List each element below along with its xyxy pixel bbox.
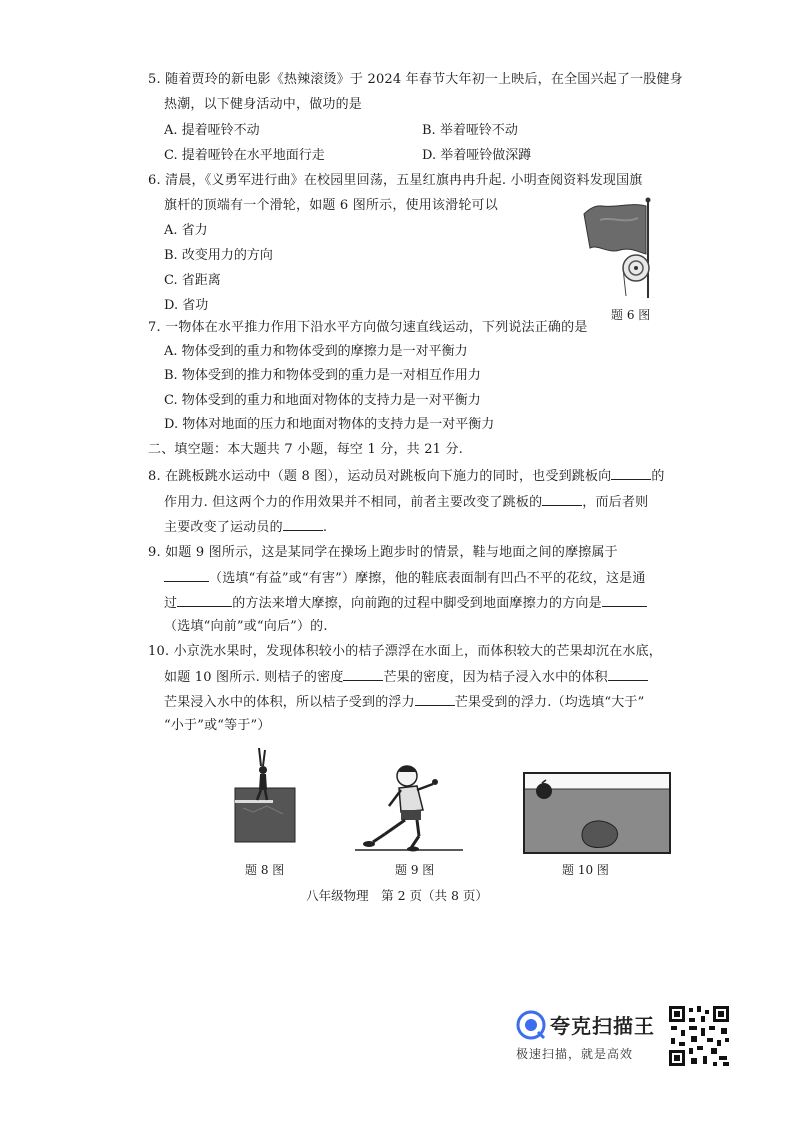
figure-8-caption: 题 8 图 (245, 863, 285, 877)
q10-blank-3[interactable] (415, 693, 455, 706)
section-2-heading: 二、填空题：本大题共 7 小题，每空 1 分，共 21 分. (148, 442, 464, 457)
q8-line3-text: 主要改变了运动员的 (164, 520, 283, 535)
figure-6-flag-pulley (580, 196, 660, 300)
q8-line1-end: 的 (651, 469, 665, 484)
q8-line3 (164, 518, 327, 537)
quark-logo-icon (516, 1010, 546, 1040)
q8-blank-2[interactable] (542, 493, 582, 506)
q9-line3-start: 过 (164, 596, 178, 611)
q8-line1 (148, 467, 665, 486)
q8-line2 (164, 493, 648, 512)
q5-option-c: C. 提着哑铃在水平地面行走 (164, 148, 325, 163)
q10-line4: “小于”或“等于”） (164, 718, 271, 733)
figure-9-caption: 题 9 图 (395, 863, 435, 877)
q5-stem-line1: 5. 随着贾玲的新电影《热辣滚烫》于 2024 年春节大年初一上映后，在全国兴起了一股健身 (148, 72, 683, 87)
q6-option-a: A. 省力 (164, 223, 208, 238)
q8-line2-end: ，而后者则 (582, 495, 649, 510)
q8-blank-3[interactable] (283, 518, 323, 531)
figure-9-runner (355, 762, 465, 852)
q10-line3-end: 芒果受到的浮力.（均选填“大于” (454, 695, 645, 710)
q7-option-d: D. 物体对地面的压力和地面对物体的支持力是一对平衡力 (164, 417, 495, 432)
watermark-title: 夸克扫描王 (550, 1014, 655, 1038)
q5-option-a: A. 提着哑铃不动 (164, 123, 260, 138)
q9-line2 (164, 569, 646, 588)
q10-line3 (164, 693, 644, 712)
q7-option-c: C. 物体受到的重力和地面对物体的支持力是一对平衡力 (164, 393, 481, 408)
q9-blank-3[interactable] (602, 594, 647, 607)
q9-line4: （选填“向前”或“向后”）的. (164, 619, 328, 634)
qr-code-icon (667, 1004, 731, 1068)
q10-line1: 10. 小京洗水果时，发现体积较小的桔子漂浮在水面上，而体积较大的芒果却沉在水底， (148, 644, 663, 659)
q9-blank-2[interactable] (177, 594, 232, 607)
q7-stem: 7. 一物体在水平推力作用下沿水平方向做匀速直线运动，下列说法正确的是 (148, 320, 588, 335)
q9-blank-1[interactable] (164, 569, 209, 582)
q6-option-b: B. 改变用力的方向 (164, 248, 273, 263)
q10-line2-mid: 芒果的密度，因为桔子浸入水中的体积 (383, 670, 608, 685)
q5-stem-line2: 热潮，以下健身活动中，做功的是 (164, 97, 363, 112)
figure-6-caption: 题 6 图 (611, 308, 651, 322)
q10-line2-text: 如题 10 图所示. 则桔子的密度 (164, 670, 344, 685)
q10-line3-text: 芒果浸入水中的体积，所以桔子受到的浮力 (164, 695, 415, 710)
q10-blank-1[interactable] (343, 668, 383, 681)
q5-option-b: B. 举着哑铃不动 (422, 123, 518, 138)
figure-8-diver-springboard (233, 748, 297, 844)
q10-blank-2[interactable] (608, 668, 648, 681)
q5-option-d: D. 举着哑铃做深蹲 (422, 148, 532, 163)
q6-option-c: C. 省距离 (164, 273, 221, 288)
figure-10-water-tank (522, 769, 672, 855)
q9-line1: 9. 如题 9 图所示，这是某同学在操场上跑步时的情景，鞋与地面之间的摩擦属于 (148, 545, 618, 560)
q6-option-d: D. 省功 (164, 298, 209, 313)
q8-blank-1[interactable] (611, 467, 651, 480)
q7-option-a: A. 物体受到的重力和物体受到的摩擦力是一对平衡力 (164, 344, 468, 359)
scanner-watermark (512, 1004, 744, 1074)
q6-stem-line1: 6. 清晨，《义勇军进行曲》在校园里回荡，五星红旗冉冉升起. 小明查阅资料发现国旗 (148, 173, 643, 188)
q9-line2-text: （选填“有益”或“有害”）摩擦，他的鞋底表面制有凹凸不平的花纹，这是通 (209, 571, 646, 586)
q8-line2-text: 作用力. 但这两个力的作用效果并不相同，前者主要改变了跳板的 (164, 495, 543, 510)
q9-line3 (164, 594, 647, 613)
q9-line3-text: 的方法来增大摩擦，向前跑的过程中脚受到地面摩擦力的方向是 (232, 596, 602, 611)
q8-line1-text: 8. 在跳板跳水运动中（题 8 图），运动员对跳板向下施力的同时，也受到跳板向 (148, 469, 612, 484)
watermark-subtitle: 极速扫描，就是高效 (516, 1047, 634, 1061)
q6-stem-line2: 旗杆的顶端有一个滑轮，如题 6 图所示，使用该滑轮可以 (164, 198, 498, 213)
q7-option-b: B. 物体受到的推力和物体受到的重力是一对相互作用力 (164, 368, 481, 383)
q10-line2 (164, 668, 648, 687)
q8-line3-end: . (322, 520, 328, 535)
page-footer: 八年级物理 第 2 页（共 8 页） (306, 888, 488, 903)
figure-10-caption: 题 10 图 (562, 863, 609, 877)
